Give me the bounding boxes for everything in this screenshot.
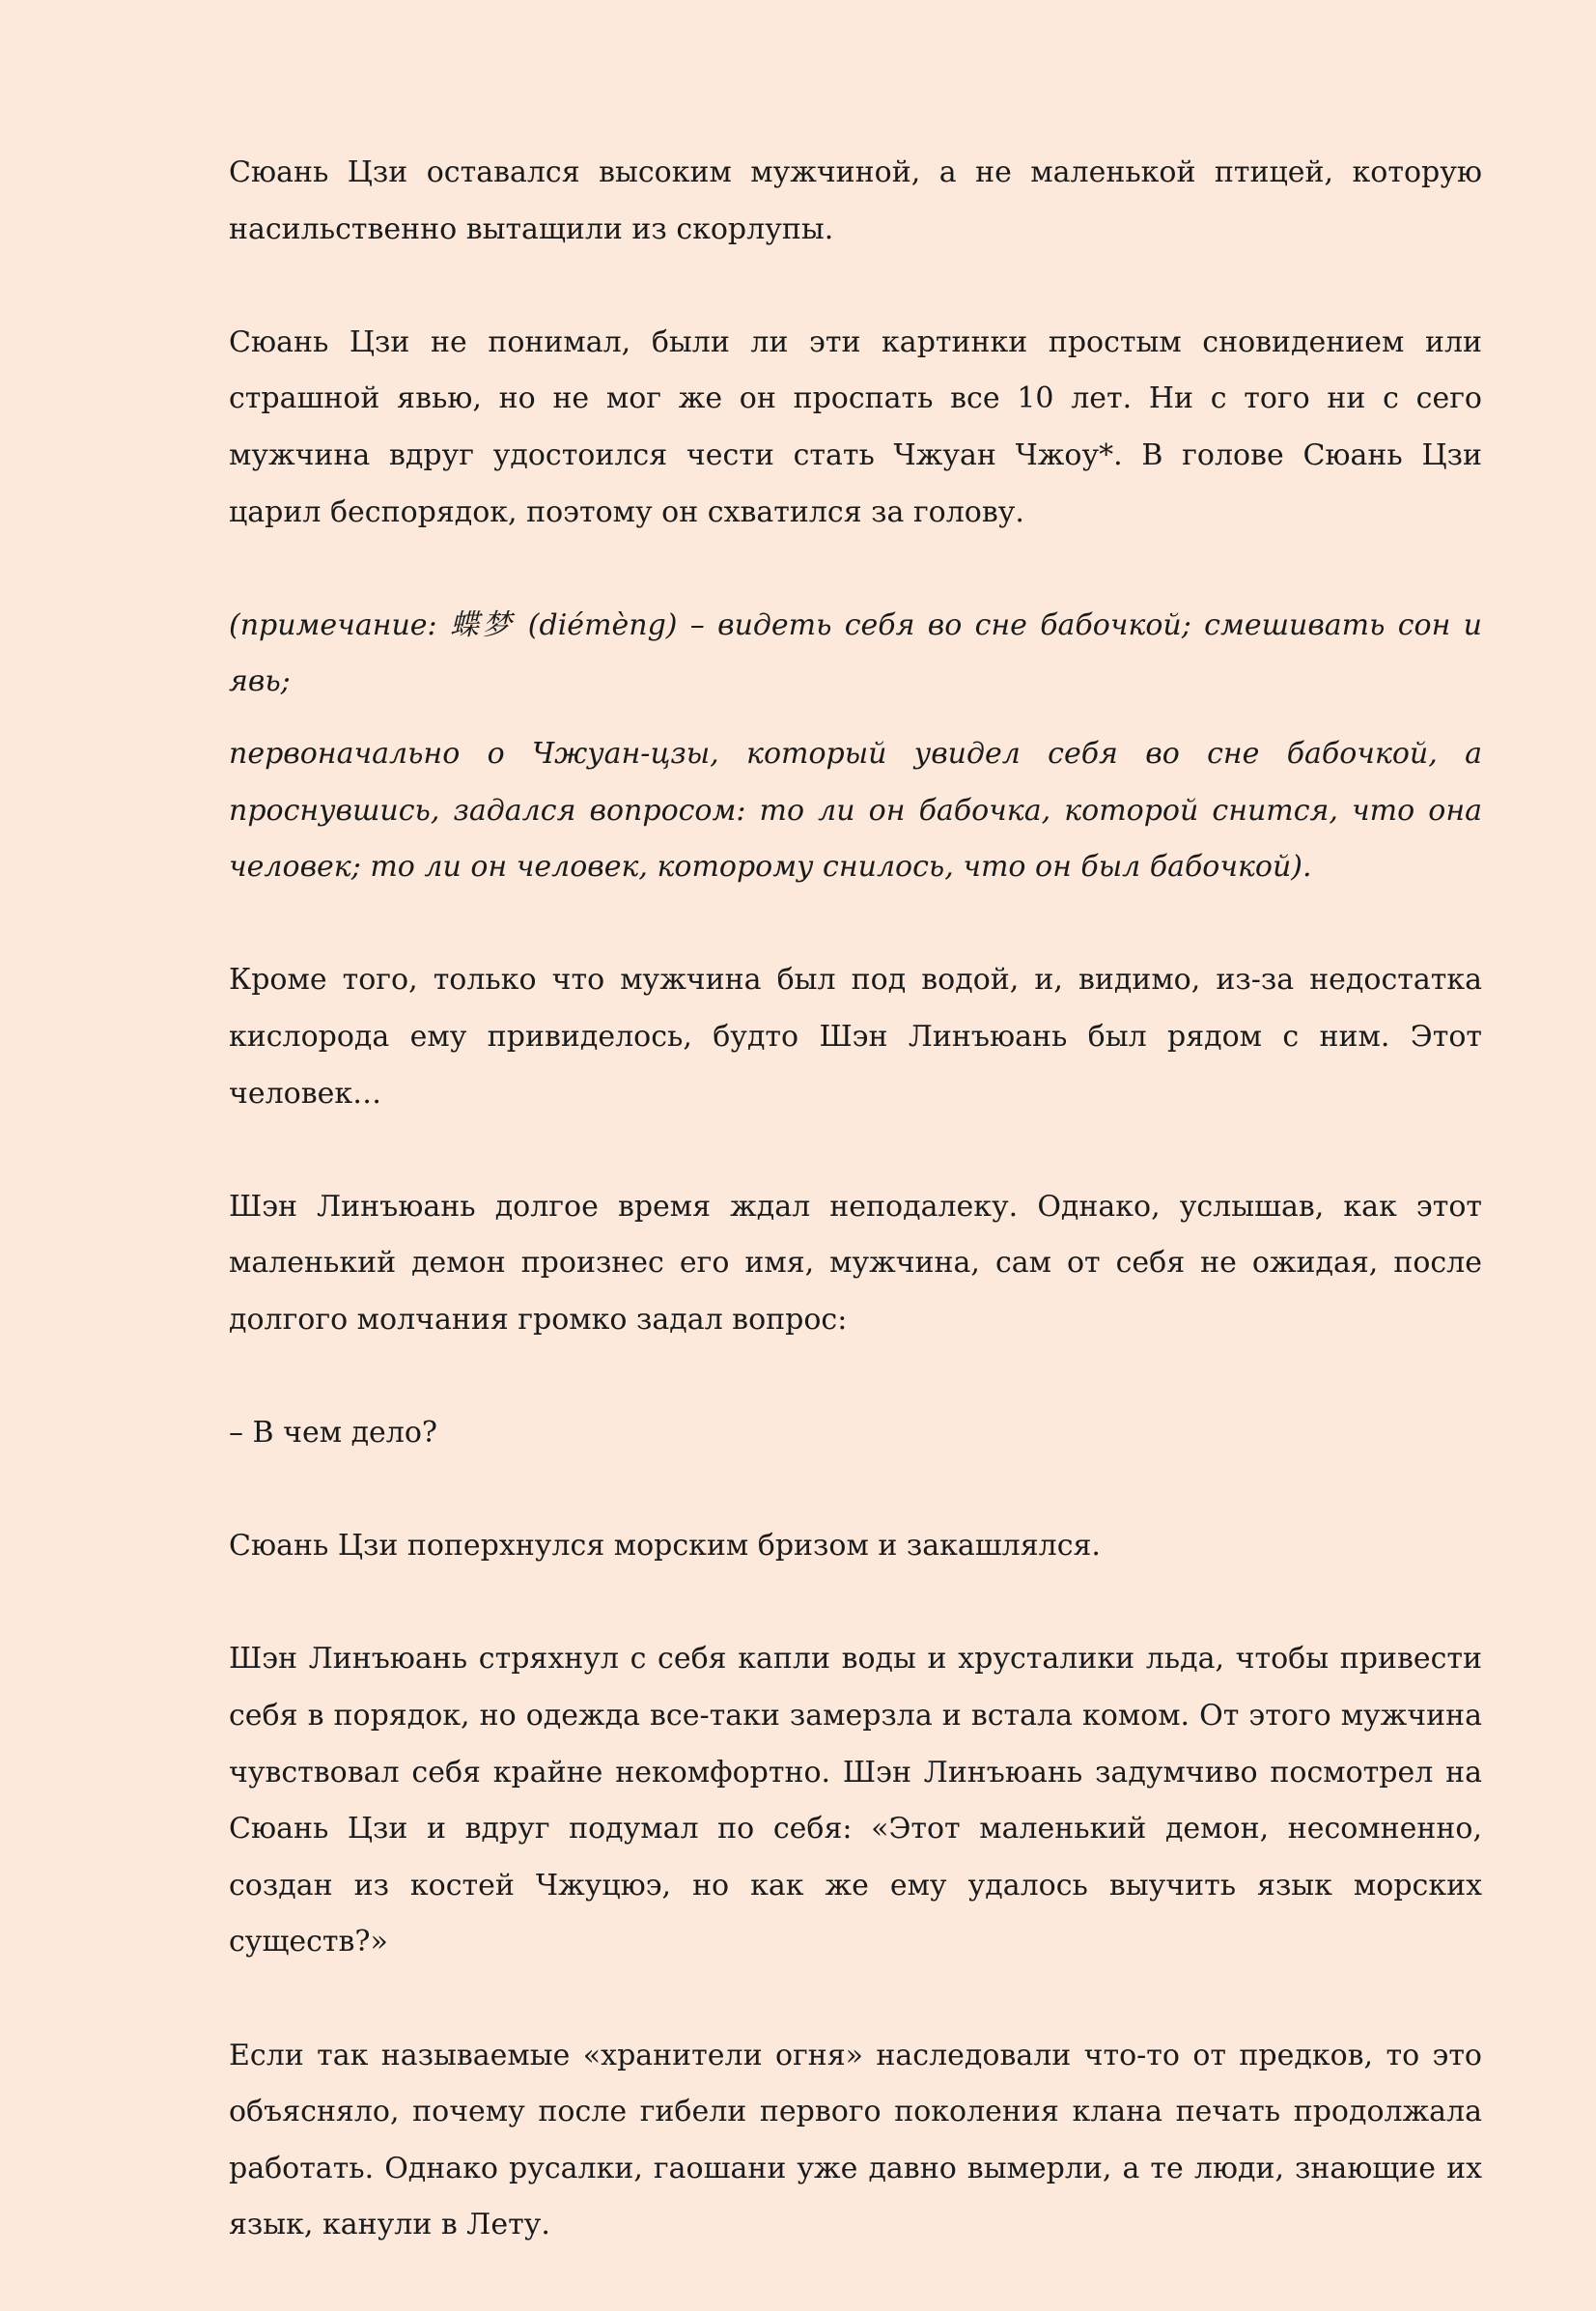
paragraph-1: Сюань Цзи оставался высоким мужчиной, а не маленькой птицей, которую насильственно вытащили из скорлупы. <box>229 155 1482 246</box>
dialogue-line: – В чем дело? <box>229 1416 438 1451</box>
paragraph-4: Шэн Линъюань долгое время ждал неподалеку. Однако, услышав, как этот маленький демон произнес его имя, мужчина, сам от себя не ожидая, после долгого молчания громко задал вопрос: <box>229 1189 1482 1337</box>
document-page <box>229 145 1482 2311</box>
translator-note-line-2: первоначально о Чжуан-цзы, который увидел себя во сне бабочкой, а проснувшись, задался вопросом: то ли он бабочка, которой снится, что она человек; то ли он человек, которому снилось, что он был бабочкой). <box>229 736 1482 885</box>
translator-note <box>229 598 1482 896</box>
paragraph-2: Сюань Цзи не понимал, были ли эти картинки простым сновидением или страшной явью, но не мог же он проспать все 10 лет. Ни с того ни с сего мужчина вдруг удостоился чести стать Чжуан Чжоу*. В голове Сюань Цзи царил беспорядок, поэтому он схватился за голову. <box>229 324 1482 529</box>
paragraph-8: Если так называемые «хранители огня» наследовали что-то от предков, то это объясняло, почему после гибели первого поколения клана печать продолжала работать. Однако русалки, гаошани уже давно вымерли, а те люди, знающие их язык, канули в Лету. <box>229 2038 1482 2242</box>
paragraph-7: Шэн Линъюань стряхнул с себя капли воды и хрусталики льда, чтобы привести себя в порядок, но одежда все-таки замерзла и встала комом. От этого мужчина чувствовал себя крайне некомфортно. Шэн Линъюань задумчиво посмотрел на Сюань Цзи и вдруг подумал по себя: «Этот маленький демон, несомненно, создан из костей Чжуцюэ, но как же ему удалось выучить язык морских существ?» <box>229 1642 1482 1959</box>
translator-note-line-1: (примечание: 蝶梦 (diémèng) – видеть себя во сне бабочкой; смешивать сон и явь; <box>229 607 1482 699</box>
paragraph-3: Кроме того, только что мужчина был под водой, и, видимо, из-за недостатка кислорода ему привиделось, будто Шэн Линъюань был рядом с ним. Этот человек… <box>229 963 1482 1111</box>
paragraph-6: Сюань Цзи поперхнулся морским бризом и закашлялся. <box>229 1529 1101 1564</box>
